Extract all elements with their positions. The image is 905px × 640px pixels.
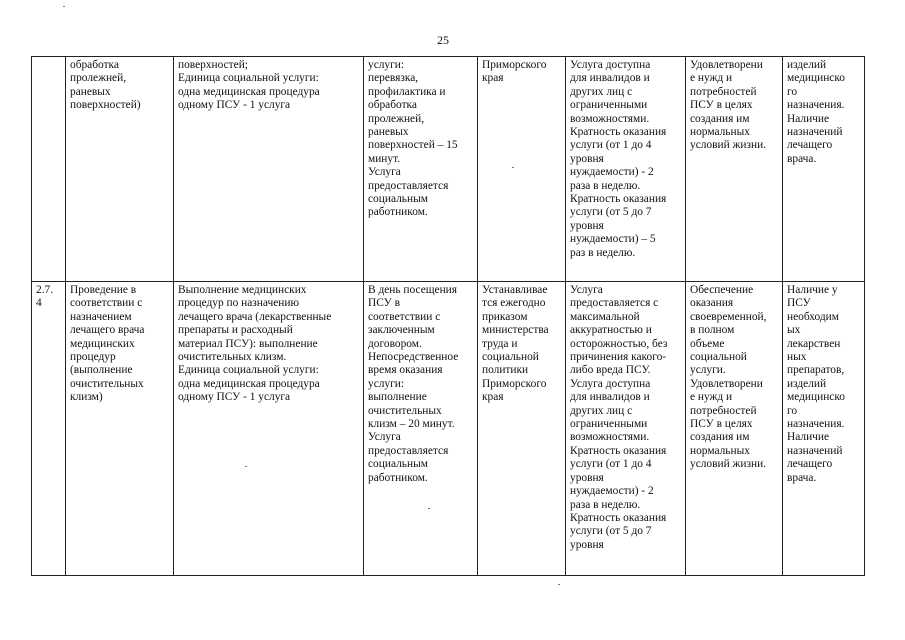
cell-service-standard: Устанавливае тся ежегодно приказом министерства труда и социальной политики Приморского края bbox=[478, 282, 566, 576]
cell-service-name: Проведение в соответствии с назначением лечащего врача медицинских процедур (выполнение очистительных клизм) bbox=[66, 282, 174, 576]
cell-service-name: обработка пролежней, раневых поверхностей) bbox=[66, 57, 174, 282]
cell-service-quality: Удовлетворени е нужд и потребностей ПСУ в целях создания им нормальных условий жизни. bbox=[686, 57, 783, 282]
cell-service-quality: Обеспечение оказания своевременной, в полном объеме социальной услуги. Удовлетворени е нужд и потребностей ПСУ в целях создания им нормальных условий жизни. bbox=[686, 282, 783, 576]
cell-service-description: поверхностей; Единица социальной услуги: одна медицинская процедура одному ПСУ - 1 услуга bbox=[174, 57, 364, 282]
cell-service-timing: В день посещения ПСУ в соответствии с заключенным договором. Непосредственное время оказания услуги: выполнение очистительных клизм – 20 минут. Услуга предоставляется социальным работником. bbox=[364, 282, 478, 576]
cell-number bbox=[32, 57, 66, 282]
cell-number: 2.7. 4 bbox=[32, 282, 66, 576]
scan-speck bbox=[512, 167, 514, 168]
cell-service-standard: Приморского края bbox=[478, 57, 566, 282]
page-number: 25 bbox=[437, 33, 449, 47]
scan-speck bbox=[63, 6, 65, 7]
cell-service-conditions: Услуга предоставляется с максимальной аккуратностью и осторожностью, без причинения какого- либо вреда ПСУ. Услуга доступна для инвалидов и других лиц с ограниченными возможностями. Кратность оказания услуги (от 1 до 4 уровня нуждаемости) - 2 раза в неделю. Кратность оказания услуги (от 5 до 7 уровня bbox=[566, 282, 686, 576]
table-row bbox=[32, 282, 865, 576]
cell-service-timing: услуги: перевязка, профилактика и обработка пролежней, раневых поверхностей – 15 минут. Услуга предоставляется социальным работником. bbox=[364, 57, 478, 282]
cell-service-evaluation: изделий медицинско го назначения. Наличие назначений лечащего врача. bbox=[783, 57, 865, 282]
cell-service-description: Выполнение медицинских процедур по назначению лечащего врача (лекарственные препараты и расходный материал ПСУ): выполнение очистительных клизм. Единица социальной услуги: одна медицинская процедура одному ПСУ - 1 услуга bbox=[174, 282, 364, 576]
scan-speck bbox=[428, 508, 430, 509]
table-row bbox=[32, 57, 865, 282]
scan-speck bbox=[245, 466, 247, 467]
services-table bbox=[31, 56, 865, 576]
cell-service-evaluation: Наличие у ПСУ необходим ых лекарствен ных препаратов, изделий медицинско го назначения. Наличие назначений лечащего врача. bbox=[783, 282, 865, 576]
cell-service-conditions: Услуга доступна для инвалидов и других лиц с ограниченными возможностями. Кратность оказания услуги (от 1 до 4 уровня нуждаемости) - 2 раза в неделю. Кратность оказания услуги (от 5 до 7 уровня нуждаемости) – 5 раз в неделю. bbox=[566, 57, 686, 282]
scan-speck bbox=[558, 584, 560, 585]
